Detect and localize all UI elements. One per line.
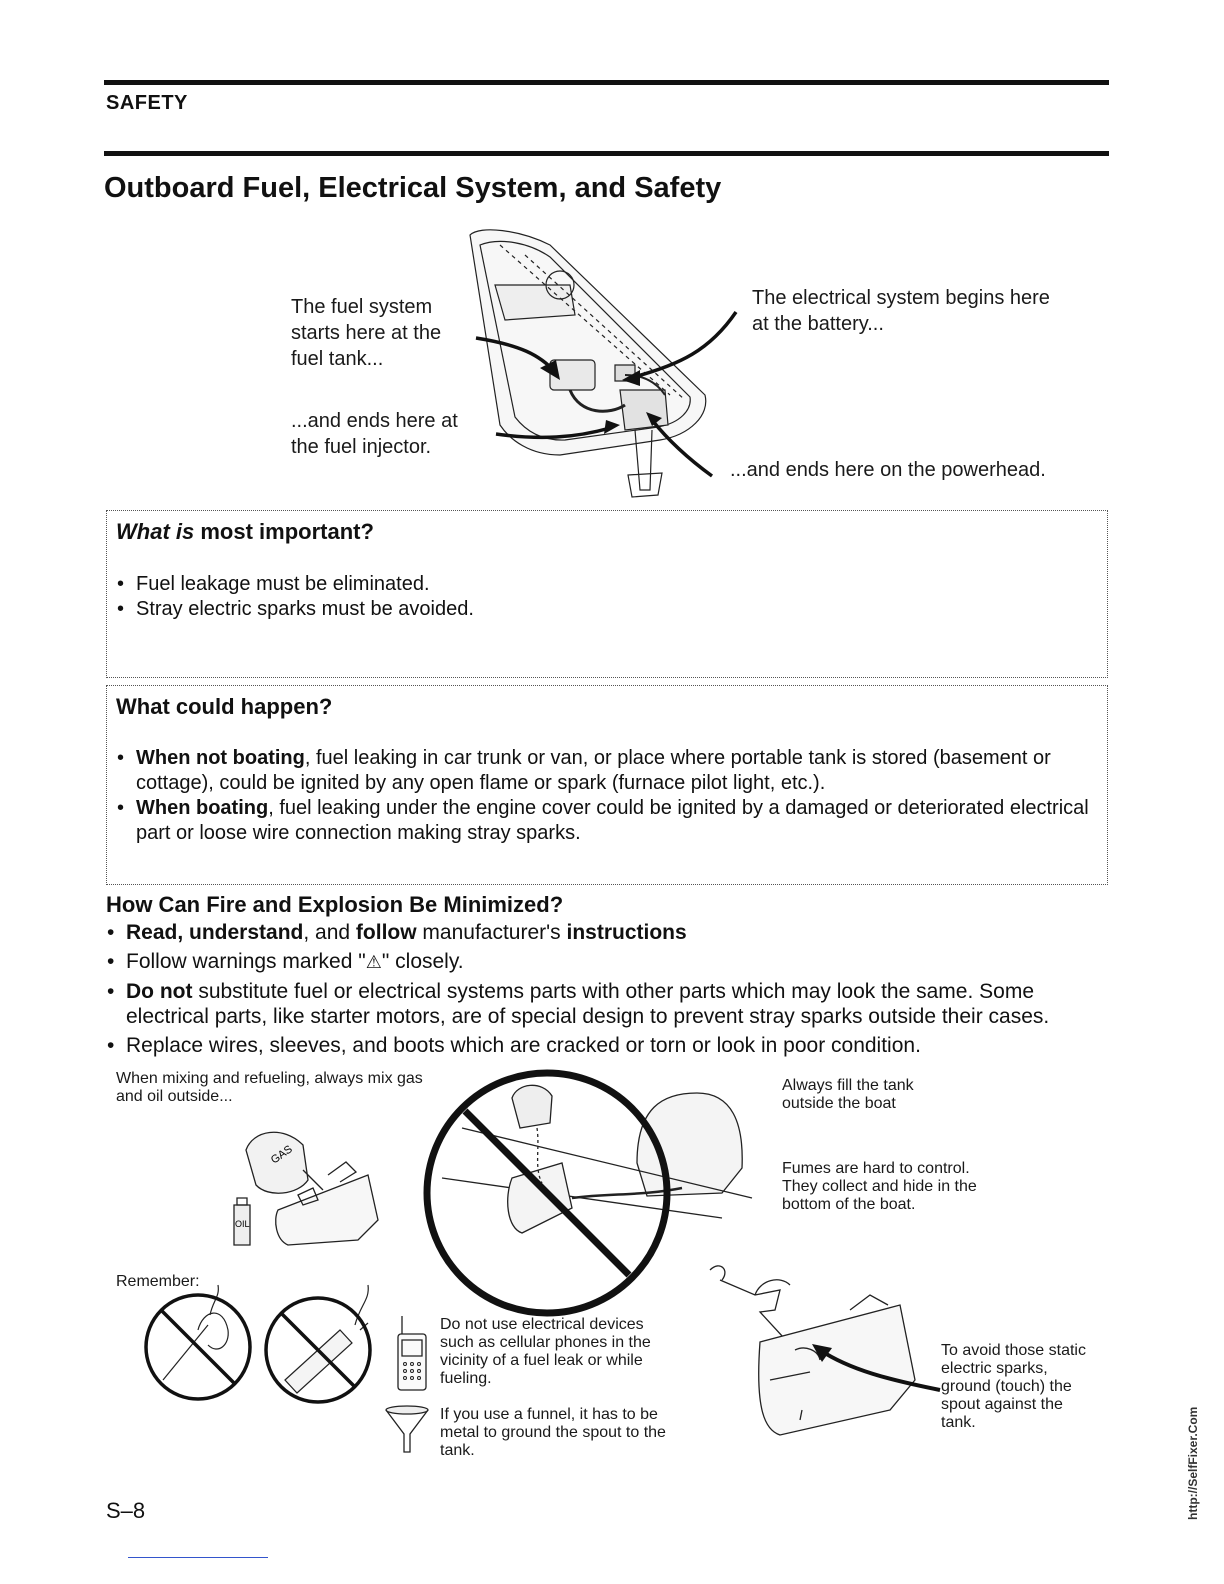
funnel-icon — [384, 1404, 430, 1454]
bottom-divider — [128, 1557, 268, 1558]
list-item — [116, 746, 1099, 796]
important-list — [116, 572, 1099, 622]
list-item-bold: When boating — [136, 797, 269, 819]
minimize-list — [106, 920, 1111, 1062]
important-title — [116, 519, 374, 545]
bold-text: Read, understand — [126, 921, 304, 944]
list-item-text: , fuel leaking in car trunk or van, or place where portable tank is stored (basement or cottage), could be ignited by any open flame or spark (furnace pilot light, etc.). — [136, 747, 1051, 794]
bold-text: follow — [355, 921, 417, 944]
list-item-text: , fuel leaking under the engine cover could be ignited by a damaged or deteriorated electrical part or loose wire connection making stray sparks. — [136, 797, 1089, 844]
important-title-mid: is — [175, 519, 195, 544]
text: substitute fuel or electrical systems parts with other parts which may look the same. Some electrical parts, like starter motors, are of special design to prevent stray sparks outside their cases. — [126, 980, 1050, 1028]
gas-label: GAS — [268, 1143, 295, 1167]
minimize-title: How Can Fire and Explosion Be Minimized? — [106, 892, 564, 917]
fill-outside-caption: Always fill the tank outside the boat — [782, 1077, 914, 1112]
list-item: • Stray electric sparks must be avoided. — [116, 597, 1099, 622]
list-item: • Fuel leakage must be eliminated. — [116, 572, 1099, 597]
bold-text: Do not — [126, 980, 193, 1003]
oil-label: OIL — [235, 1219, 250, 1229]
important-title-em: What — [116, 519, 170, 544]
list-item — [106, 949, 1111, 975]
text: " closely. — [381, 950, 464, 973]
important-title-rest: most important? — [200, 519, 374, 544]
remember-caption: Remember: — [116, 1273, 200, 1290]
text: manufacturer's — [416, 921, 567, 944]
fumes-caption: Fumes are hard to control. They collect and hide in the bottom of the boat. — [782, 1160, 977, 1213]
gas-can-illustration — [228, 1120, 388, 1260]
static-caption: To avoid those static electric sparks, ground (touch) the spout against the tank. — [941, 1342, 1086, 1431]
funnel-caption: If you use a funnel, it has to be metal to ground the spout to the tank. — [440, 1406, 666, 1459]
page-number: S–8 — [106, 1498, 146, 1523]
callout-arrows — [0, 0, 1224, 520]
page-title: Outboard Fuel, Electrical System, and Safety — [104, 172, 722, 204]
list-item — [106, 920, 1111, 945]
no-devices-caption: Do not use electrical devices such as cellular phones in the vicinity of a fuel leak or while fueling. — [440, 1316, 651, 1387]
could-happen-title: What could happen? — [116, 694, 333, 719]
fuel-start-callout: The fuel system starts here at the fuel tank... — [291, 296, 442, 370]
list-item — [116, 796, 1099, 846]
text: , and — [303, 921, 356, 944]
cell-phone-icon — [396, 1316, 430, 1392]
text: Follow warnings marked " — [126, 950, 366, 973]
bold-text: instructions — [566, 921, 687, 944]
section-label: SAFETY — [106, 92, 188, 114]
no-smoking-icon — [260, 1285, 385, 1410]
mixing-caption: When mixing and refueling, always mix gas and oil outside... — [116, 1070, 423, 1105]
fuel-end-callout: ...and ends here at the fuel injector. — [291, 410, 458, 458]
list-item-bold: When not boating — [136, 747, 305, 769]
list-item: • Replace wires, sleeves, and boots which are cracked or torn or look in poor condition. — [106, 1033, 1111, 1058]
no-match-icon — [138, 1285, 263, 1410]
could-happen-list — [116, 746, 1099, 846]
elec-end-callout: ...and ends here on the powerhead. — [730, 459, 1046, 481]
warning-triangle-icon: ⚠ — [365, 952, 382, 972]
important-box — [106, 510, 1108, 678]
list-item — [106, 979, 1111, 1029]
elec-start-callout: The electrical system begins here at the battery... — [752, 287, 1050, 335]
could-happen-box — [106, 685, 1108, 885]
fuel-nozzle-tank-illustration — [700, 1250, 980, 1450]
side-watermark-url: http://SelfFixer.Com — [1186, 1406, 1200, 1520]
